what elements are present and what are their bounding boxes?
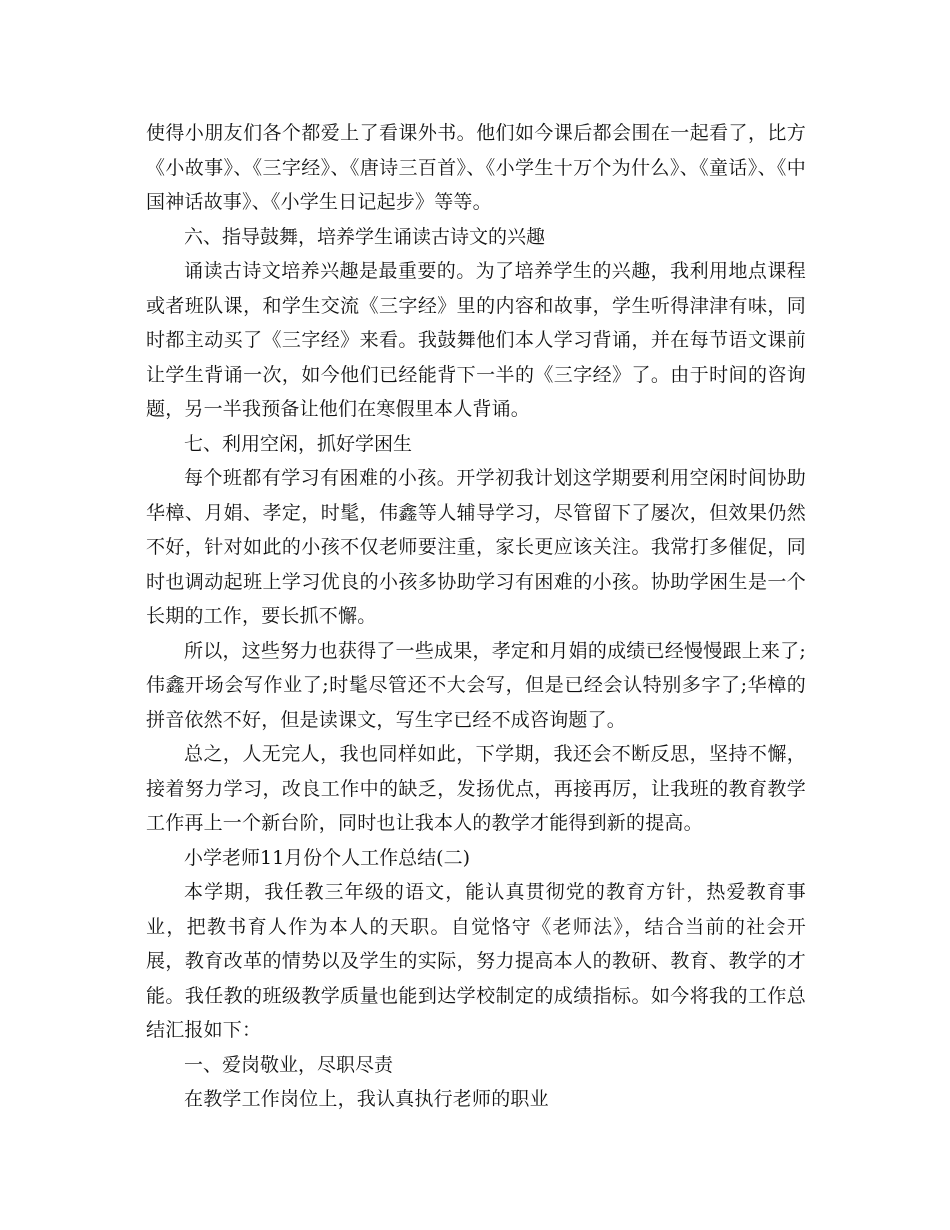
paragraph: 每个班都有学习有困难的小孩。开学初我计划这学期要利用空闲时间协助华樟、月娟、孝定，时髦，伟鑫等人辅导学习，尽管留下了屡次，但效果仍然不好，针对如此的小孩不仅老师要注重，家长更应该关注。我常打多催促，同时也调动起班上学习优良的小孩多协助学习有困难的小孩。协助学困生是一个长期的工作，要长抓不懈。 xyxy=(146,467,806,627)
paragraph: 所以，这些努力也获得了一些成果，孝定和月娟的成绩已经慢慢跟上来了;伟鑫开场会写作业了;时髦尽管还不大会写，但是已经会认特别多字了;华樟的拼音依然不好，但是读课文，写生字已经不成咨询题了。 xyxy=(146,639,806,731)
paragraph: 诵读古诗文培养兴趣是最重要的。为了培养学生的兴趣，我利用地点课程或者班队课，和学生交流《三字经》里的内容和故事，学生听得津津有味，同时都主动买了《三字经》来看。我鼓舞他们本人学习背诵，并在每节语文课前让学生背诵一次，如今他们已经能背下一半的《三字经》了。由于时间的咨询题，另一半我预备让他们在寒假里本人背诵。 xyxy=(146,260,806,420)
document-body xyxy=(146,116,806,1117)
paragraph: 本学期，我任教三年级的语文，能认真贯彻党的教育方针，热爱教育事业，把教书育人作为本人的天职。自觉恪守《老师法》，结合当前的社会开展，教育改革的情势以及学生的实际，努力提高本人的教研、教育、教学的才能。我任教的班级教学质量也能到达学校制定的成绩指标。如今将我的工作总结汇报如下： xyxy=(146,881,806,1041)
paragraph-continued: 使得小朋友们各个都爱上了看课外书。他们如今课后都会围在一起看了，比方《小故事》、《三字经》、《唐诗三百首》、《小学生十万个为什么》、《童话》、《中国神话故事》、《小学生日记起步》等等。 xyxy=(146,122,806,213)
paragraph-truncated: 在教学工作岗位上，我认真执行老师的职业 xyxy=(184,1088,549,1110)
section-heading-1: 一、爱岗敬业，尽职尽责 xyxy=(184,1053,394,1076)
paragraph: 总之，人无完人，我也同样如此，下学期，我还会不断反思，坚持不懈，接着努力学习，改良工作中的缺乏，发扬优点，再接再厉，让我班的教育教学工作再上一个新台阶，同时也让我本人的教学才能得到新的提高。 xyxy=(146,743,806,834)
section-heading-7: 七、利用空闲，抓好学困生 xyxy=(184,432,413,455)
section-heading-6: 六、指导鼓舞，培养学生诵读古诗文的兴趣 xyxy=(184,225,546,248)
document-subtitle: 小学老师11月份个人工作总结(二) xyxy=(184,846,471,869)
